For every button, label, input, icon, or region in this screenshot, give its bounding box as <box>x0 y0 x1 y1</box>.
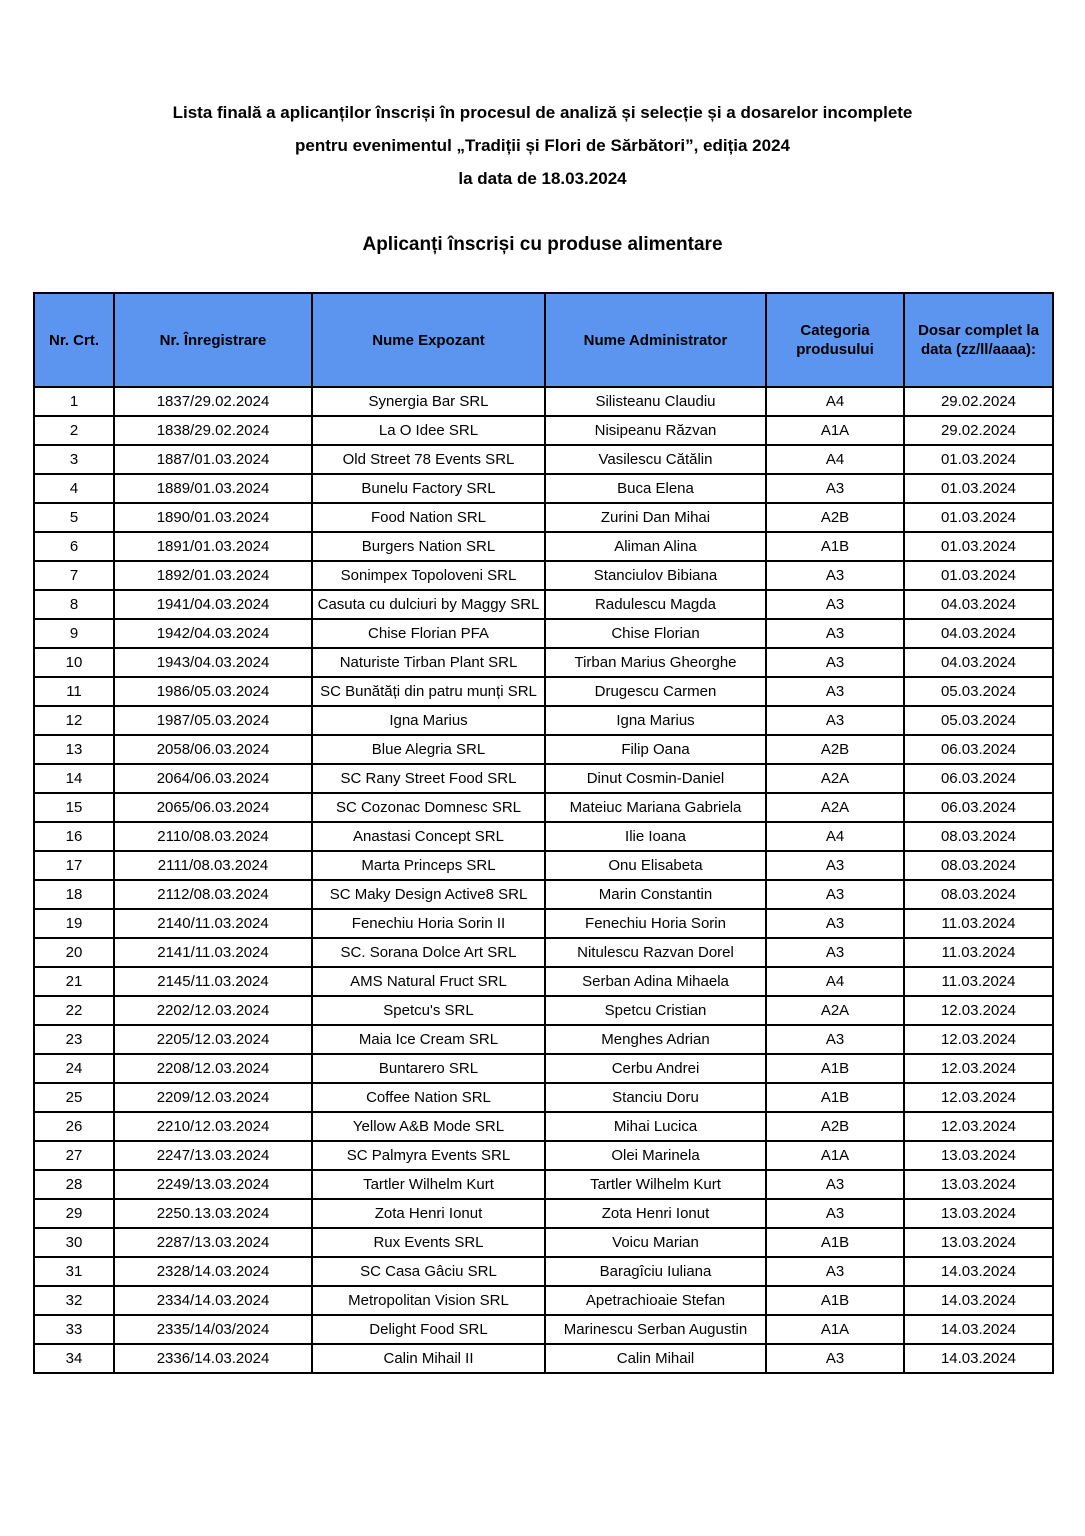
table-cell: 8 <box>34 590 114 619</box>
table-cell: A1B <box>766 1054 904 1083</box>
table-row <box>34 1054 1053 1083</box>
table-cell: 11.03.2024 <box>904 938 1053 967</box>
table-cell: 2140/11.03.2024 <box>114 909 312 938</box>
table-cell: AMS Natural Fruct SRL <box>312 967 545 996</box>
table-row <box>34 822 1053 851</box>
table-cell: Rux Events SRL <box>312 1228 545 1257</box>
table-cell: 1887/01.03.2024 <box>114 445 312 474</box>
table-cell: 04.03.2024 <box>904 619 1053 648</box>
table-cell: Yellow A&B Mode SRL <box>312 1112 545 1141</box>
table-cell: Mateiuc Mariana Gabriela <box>545 793 766 822</box>
applicants-table <box>33 292 1054 1374</box>
table-cell: 2058/06.03.2024 <box>114 735 312 764</box>
table-cell: 1 <box>34 387 114 416</box>
table-cell: 10 <box>34 648 114 677</box>
table-cell: 2110/08.03.2024 <box>114 822 312 851</box>
table-cell: Spetcu's SRL <box>312 996 545 1025</box>
table-cell: Cerbu Andrei <box>545 1054 766 1083</box>
table-cell: Tirban Marius Gheorghe <box>545 648 766 677</box>
table-cell: Bunelu Factory SRL <box>312 474 545 503</box>
table-cell: A3 <box>766 619 904 648</box>
table-cell: Chise Florian <box>545 619 766 648</box>
table-cell: A2B <box>766 1112 904 1141</box>
table-cell: Sonimpex Topoloveni SRL <box>312 561 545 590</box>
table-row <box>34 1199 1053 1228</box>
table-cell: SC Rany Street Food SRL <box>312 764 545 793</box>
table-cell: 11.03.2024 <box>904 909 1053 938</box>
table-cell: 11.03.2024 <box>904 967 1053 996</box>
table-cell: Nitulescu Razvan Dorel <box>545 938 766 967</box>
column-header: Nr. Înregistrare <box>114 293 312 387</box>
table-cell: Calin Mihail <box>545 1344 766 1373</box>
table-cell: 2334/14.03.2024 <box>114 1286 312 1315</box>
table-cell: 1987/05.03.2024 <box>114 706 312 735</box>
table-cell: 01.03.2024 <box>904 532 1053 561</box>
table-cell: 1892/01.03.2024 <box>114 561 312 590</box>
table-cell: 2064/06.03.2024 <box>114 764 312 793</box>
table-cell: A4 <box>766 822 904 851</box>
table-cell: 13.03.2024 <box>904 1141 1053 1170</box>
table-cell: Nisipeanu Răzvan <box>545 416 766 445</box>
table-row <box>34 793 1053 822</box>
table-cell: 1890/01.03.2024 <box>114 503 312 532</box>
table-cell: 31 <box>34 1257 114 1286</box>
table-cell: SC. Sorana Dolce Art SRL <box>312 938 545 967</box>
table-cell: 19 <box>34 909 114 938</box>
table-row <box>34 387 1053 416</box>
table-cell: 2112/08.03.2024 <box>114 880 312 909</box>
table-cell: Apetrachioaie Stefan <box>545 1286 766 1315</box>
table-cell: La O Idee SRL <box>312 416 545 445</box>
table-cell: Old Street 78 Events SRL <box>312 445 545 474</box>
table-cell: Olei Marinela <box>545 1141 766 1170</box>
table-cell: A4 <box>766 387 904 416</box>
table-cell: 08.03.2024 <box>904 880 1053 909</box>
table-cell: 1889/01.03.2024 <box>114 474 312 503</box>
table-cell: 08.03.2024 <box>904 822 1053 851</box>
table-cell: Metropolitan Vision SRL <box>312 1286 545 1315</box>
table-cell: Aliman Alina <box>545 532 766 561</box>
table-cell: 2205/12.03.2024 <box>114 1025 312 1054</box>
table-cell: 12 <box>34 706 114 735</box>
table-cell: A4 <box>766 445 904 474</box>
table-cell: SC Casa Gâciu SRL <box>312 1257 545 1286</box>
table-cell: 34 <box>34 1344 114 1373</box>
table-cell: Chise Florian PFA <box>312 619 545 648</box>
table-cell: Anastasi Concept SRL <box>312 822 545 851</box>
table-cell: 5 <box>34 503 114 532</box>
table-row <box>34 648 1053 677</box>
table-cell: 12.03.2024 <box>904 1054 1053 1083</box>
table-cell: 6 <box>34 532 114 561</box>
table-cell: 1986/05.03.2024 <box>114 677 312 706</box>
table-cell: Fenechiu Horia Sorin <box>545 909 766 938</box>
table-cell: Casuta cu dulciuri by Maggy SRL <box>312 590 545 619</box>
table-cell: Spetcu Cristian <box>545 996 766 1025</box>
table-cell: A3 <box>766 590 904 619</box>
table-cell: 2 <box>34 416 114 445</box>
table-cell: A1A <box>766 1141 904 1170</box>
table-cell: 13.03.2024 <box>904 1199 1053 1228</box>
table-cell: 05.03.2024 <box>904 706 1053 735</box>
table-cell: 16 <box>34 822 114 851</box>
table-cell: Burgers Nation SRL <box>312 532 545 561</box>
table-cell: Igna Marius <box>545 706 766 735</box>
table-row <box>34 735 1053 764</box>
table-cell: Fenechiu Horia Sorin II <box>312 909 545 938</box>
table-row <box>34 677 1053 706</box>
table-cell: 32 <box>34 1286 114 1315</box>
table-cell: Delight Food SRL <box>312 1315 545 1344</box>
table-cell: Synergia Bar SRL <box>312 387 545 416</box>
table-row <box>34 1112 1053 1141</box>
table-cell: Tartler Wilhelm Kurt <box>545 1170 766 1199</box>
table-cell: 3 <box>34 445 114 474</box>
title-line-3: la data de 18.03.2024 <box>458 169 627 188</box>
table-cell: 1941/04.03.2024 <box>114 590 312 619</box>
table-cell: Onu Elisabeta <box>545 851 766 880</box>
table-cell: A3 <box>766 1025 904 1054</box>
table-cell: 2249/13.03.2024 <box>114 1170 312 1199</box>
table-cell: 15 <box>34 793 114 822</box>
table-cell: A2B <box>766 503 904 532</box>
table-cell: 13.03.2024 <box>904 1170 1053 1199</box>
table-cell: 30 <box>34 1228 114 1257</box>
table-row <box>34 1141 1053 1170</box>
table-cell: Dinut Cosmin-Daniel <box>545 764 766 793</box>
title-line-2: pentru evenimentul „Tradiții și Flori de Sărbători”, ediția 2024 <box>294 136 791 155</box>
column-header: Dosar complet la data (zz/ll/aaaa): <box>904 293 1053 387</box>
document-title <box>60 96 1025 195</box>
column-header: Nume Expozant <box>312 293 545 387</box>
table-cell: 17 <box>34 851 114 880</box>
table-row <box>34 996 1053 1025</box>
table-cell: 4 <box>34 474 114 503</box>
table-cell: 12.03.2024 <box>904 1083 1053 1112</box>
table-cell: A3 <box>766 474 904 503</box>
table-cell: A3 <box>766 1344 904 1373</box>
table-cell: Marta Princeps SRL <box>312 851 545 880</box>
table-cell: 2111/08.03.2024 <box>114 851 312 880</box>
table-cell: 11 <box>34 677 114 706</box>
table-cell: Filip Oana <box>545 735 766 764</box>
table-cell: 27 <box>34 1141 114 1170</box>
table-cell: A2A <box>766 764 904 793</box>
table-cell: SC Palmyra Events SRL <box>312 1141 545 1170</box>
table-cell: 2065/06.03.2024 <box>114 793 312 822</box>
table-row <box>34 1228 1053 1257</box>
table-cell: A4 <box>766 967 904 996</box>
table-cell: Maia Ice Cream SRL <box>312 1025 545 1054</box>
table-cell: 14.03.2024 <box>904 1344 1053 1373</box>
table-cell: A2A <box>766 793 904 822</box>
table-cell: 21 <box>34 967 114 996</box>
table-cell: 05.03.2024 <box>904 677 1053 706</box>
table-cell: 1942/04.03.2024 <box>114 619 312 648</box>
table-row <box>34 503 1053 532</box>
table-cell: 06.03.2024 <box>904 793 1053 822</box>
column-header: Categoria produsului <box>766 293 904 387</box>
table-cell: Buca Elena <box>545 474 766 503</box>
table-cell: 26 <box>34 1112 114 1141</box>
table-cell: 12.03.2024 <box>904 1025 1053 1054</box>
table-cell: A3 <box>766 677 904 706</box>
table-cell: Marin Constantin <box>545 880 766 909</box>
table-row <box>34 474 1053 503</box>
table-cell: 1891/01.03.2024 <box>114 532 312 561</box>
table-cell: Buntarero SRL <box>312 1054 545 1083</box>
table-row <box>34 590 1053 619</box>
table-header-row <box>34 293 1053 387</box>
table-row <box>34 445 1053 474</box>
table-cell: 13.03.2024 <box>904 1228 1053 1257</box>
table-cell: Food Nation SRL <box>312 503 545 532</box>
table-cell: Voicu Marian <box>545 1228 766 1257</box>
table-row <box>34 1344 1053 1373</box>
table-cell: Stanciu Doru <box>545 1083 766 1112</box>
table-cell: Silisteanu Claudiu <box>545 387 766 416</box>
table-cell: 2210/12.03.2024 <box>114 1112 312 1141</box>
table-cell: A2B <box>766 735 904 764</box>
table-cell: Tartler Wilhelm Kurt <box>312 1170 545 1199</box>
table-cell: Serban Adina Mihaela <box>545 967 766 996</box>
table-cell: 04.03.2024 <box>904 648 1053 677</box>
table-row <box>34 1025 1053 1054</box>
table-cell: A3 <box>766 1257 904 1286</box>
column-header: Nume Administrator <box>545 293 766 387</box>
section-title: Aplicanți înscriși cu produse alimentare <box>362 234 723 255</box>
table-row <box>34 1286 1053 1315</box>
table-cell: 2328/14.03.2024 <box>114 1257 312 1286</box>
table-cell: Marinescu Serban Augustin <box>545 1315 766 1344</box>
table-cell: Zota Henri Ionut <box>545 1199 766 1228</box>
table-cell: 24 <box>34 1054 114 1083</box>
table-cell: 01.03.2024 <box>904 445 1053 474</box>
table-cell: Drugescu Carmen <box>545 677 766 706</box>
table-cell: SC Maky Design Active8 SRL <box>312 880 545 909</box>
table-cell: 01.03.2024 <box>904 503 1053 532</box>
table-cell: 33 <box>34 1315 114 1344</box>
table-cell: Zota Henri Ionut <box>312 1199 545 1228</box>
table-cell: A3 <box>766 706 904 735</box>
table-cell: 2287/13.03.2024 <box>114 1228 312 1257</box>
table-cell: A3 <box>766 561 904 590</box>
table-cell: A2A <box>766 996 904 1025</box>
table-cell: 2145/11.03.2024 <box>114 967 312 996</box>
table-cell: 1837/29.02.2024 <box>114 387 312 416</box>
table-row <box>34 619 1053 648</box>
table-row <box>34 1170 1053 1199</box>
title-line-1: Lista finală a aplicanților înscriși în procesul de analiză și selecție și a dosarelor incomplete <box>172 103 913 122</box>
table-cell: 20 <box>34 938 114 967</box>
table-row <box>34 909 1053 938</box>
table-cell: 29.02.2024 <box>904 387 1053 416</box>
table-row <box>34 706 1053 735</box>
table-row <box>34 938 1053 967</box>
table-cell: Radulescu Magda <box>545 590 766 619</box>
table-cell: A3 <box>766 938 904 967</box>
table-cell: 2208/12.03.2024 <box>114 1054 312 1083</box>
table-cell: 9 <box>34 619 114 648</box>
table-cell: 01.03.2024 <box>904 561 1053 590</box>
table-row <box>34 1257 1053 1286</box>
table-cell: A3 <box>766 648 904 677</box>
table-cell: Menghes Adrian <box>545 1025 766 1054</box>
table-cell: Ilie Ioana <box>545 822 766 851</box>
table-cell: 06.03.2024 <box>904 735 1053 764</box>
table-cell: 1943/04.03.2024 <box>114 648 312 677</box>
table-row <box>34 1315 1053 1344</box>
table-cell: 06.03.2024 <box>904 764 1053 793</box>
table-cell: Mihai Lucica <box>545 1112 766 1141</box>
table-cell: 28 <box>34 1170 114 1199</box>
table-cell: Blue Alegria SRL <box>312 735 545 764</box>
table-cell: Zurini Dan Mihai <box>545 503 766 532</box>
table-cell: 08.03.2024 <box>904 851 1053 880</box>
table-cell: Coffee Nation SRL <box>312 1083 545 1112</box>
table-cell: 14.03.2024 <box>904 1315 1053 1344</box>
table-row <box>34 416 1053 445</box>
table-row <box>34 1083 1053 1112</box>
table-cell: SC Cozonac Domnesc SRL <box>312 793 545 822</box>
table-cell: 2336/14.03.2024 <box>114 1344 312 1373</box>
table-cell: A3 <box>766 909 904 938</box>
table-cell: 1838/29.02.2024 <box>114 416 312 445</box>
table-cell: Naturiste Tirban Plant SRL <box>312 648 545 677</box>
table-cell: Stanciulov Bibiana <box>545 561 766 590</box>
table-cell: A1A <box>766 416 904 445</box>
table-row <box>34 967 1053 996</box>
table-cell: A3 <box>766 851 904 880</box>
table-row <box>34 561 1053 590</box>
table-cell: 2202/12.03.2024 <box>114 996 312 1025</box>
table-cell: 14.03.2024 <box>904 1286 1053 1315</box>
table-row <box>34 851 1053 880</box>
table-row <box>34 532 1053 561</box>
table-cell: A1B <box>766 1083 904 1112</box>
table-cell: 18 <box>34 880 114 909</box>
table-cell: 14 <box>34 764 114 793</box>
table-cell: 12.03.2024 <box>904 996 1053 1025</box>
table-cell: 13 <box>34 735 114 764</box>
table-cell: A1A <box>766 1315 904 1344</box>
table-cell: 01.03.2024 <box>904 474 1053 503</box>
table-cell: 2141/11.03.2024 <box>114 938 312 967</box>
table-cell: 04.03.2024 <box>904 590 1053 619</box>
table-cell: 7 <box>34 561 114 590</box>
table-cell: 14.03.2024 <box>904 1257 1053 1286</box>
column-header: Nr. Crt. <box>34 293 114 387</box>
table-cell: 25 <box>34 1083 114 1112</box>
table-cell: 29 <box>34 1199 114 1228</box>
table-cell: 2209/12.03.2024 <box>114 1083 312 1112</box>
table-cell: SC Bunătăți din patru munți SRL <box>312 677 545 706</box>
table-cell: 2335/14/03/2024 <box>114 1315 312 1344</box>
table-cell: A3 <box>766 1170 904 1199</box>
table-row <box>34 880 1053 909</box>
table-cell: 2247/13.03.2024 <box>114 1141 312 1170</box>
table-cell: 2250.13.03.2024 <box>114 1199 312 1228</box>
table-cell: Baragîciu Iuliana <box>545 1257 766 1286</box>
table-cell: A3 <box>766 1199 904 1228</box>
table-cell: 12.03.2024 <box>904 1112 1053 1141</box>
table-cell: A1B <box>766 1228 904 1257</box>
table-cell: Vasilescu Cătălin <box>545 445 766 474</box>
table-cell: 22 <box>34 996 114 1025</box>
table-cell: 23 <box>34 1025 114 1054</box>
table-cell: A1B <box>766 1286 904 1315</box>
table-cell: A1B <box>766 532 904 561</box>
table-cell: Calin Mihail II <box>312 1344 545 1373</box>
table-cell: Igna Marius <box>312 706 545 735</box>
table-cell: A3 <box>766 880 904 909</box>
table-row <box>34 764 1053 793</box>
table-cell: 29.02.2024 <box>904 416 1053 445</box>
